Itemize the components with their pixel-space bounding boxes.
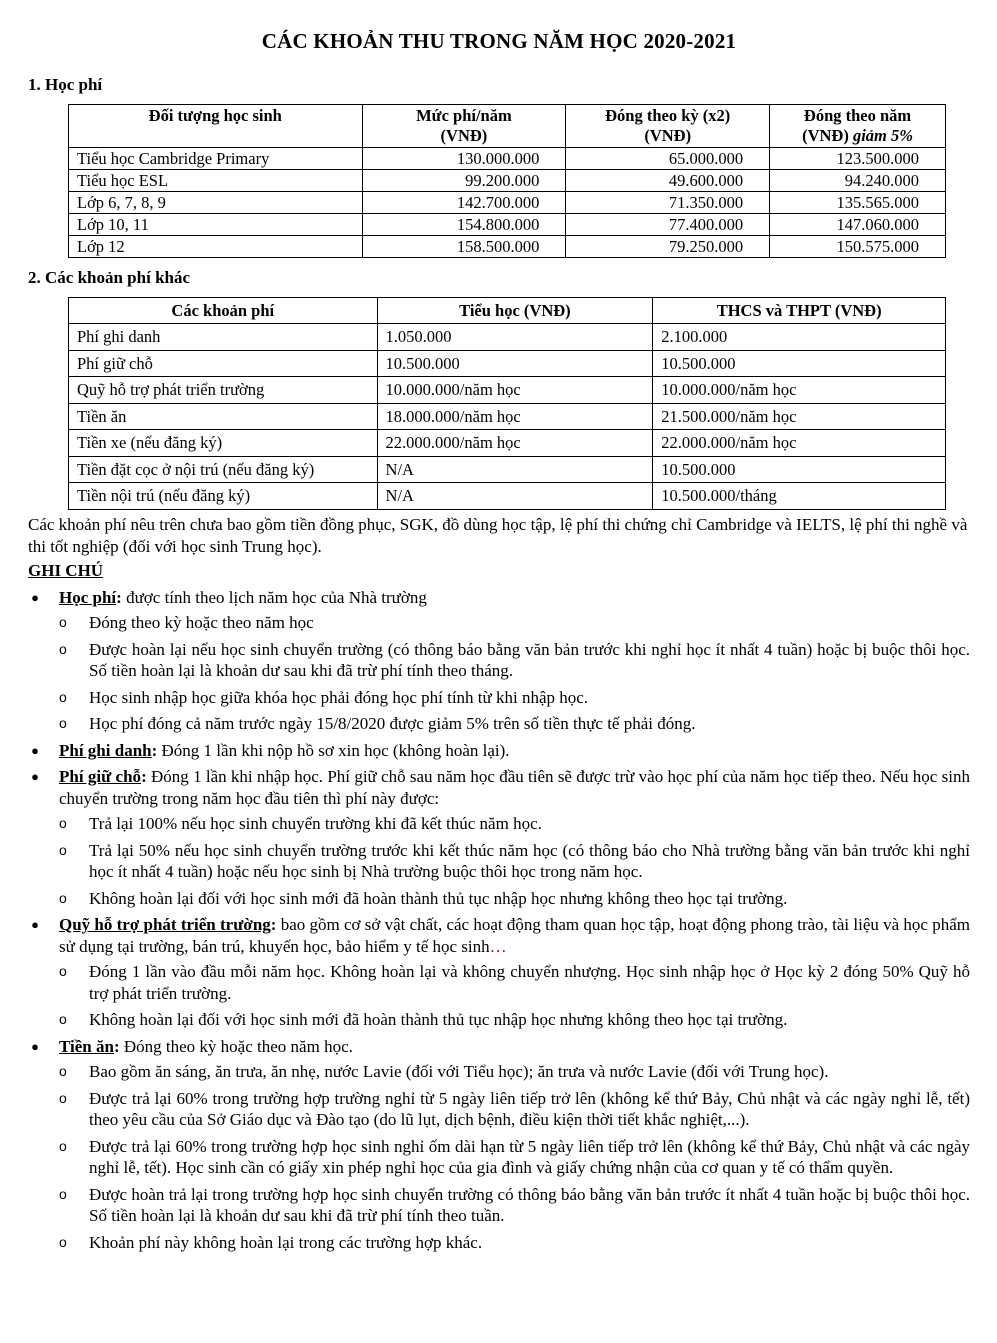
circle-bullet-icon: o [59, 963, 67, 979]
per-term-cell: 79.250.000 [566, 236, 770, 258]
note-colon: : [113, 1036, 120, 1056]
sub-item [59, 813, 970, 835]
note-colon: : [151, 740, 158, 760]
primary-fee-cell: 10.500.000 [377, 350, 653, 377]
circle-bullet-icon: o [59, 614, 67, 630]
student-type-cell: Lớp 12 [69, 236, 363, 258]
header-text: Đối tượng học sinh [148, 106, 282, 125]
sub-item [59, 639, 970, 682]
header-annual-fee [362, 105, 566, 148]
note-label: Phí ghi danh [59, 740, 152, 760]
page-title: CÁC KHOẢN THU TRONG NĂM HỌC 2020-2021 [261, 29, 737, 53]
secondary-fee-cell: 10.000.000/năm học [653, 377, 946, 404]
circle-bullet-icon: o [59, 1089, 67, 1106]
header-text: (VNĐ) [802, 126, 853, 145]
bullet-icon: ● [31, 742, 39, 758]
per-term-cell: 65.000.000 [566, 148, 770, 170]
per-year-discount-cell: 150.575.000 [770, 236, 946, 258]
sub-item [59, 1061, 970, 1083]
sub-item-text: Trả lại 100% nếu học sinh chuyển trường khi đã kết thúc năm học. [89, 814, 542, 833]
circle-bullet-icon: o [59, 1185, 67, 1202]
note-item [28, 766, 970, 909]
header-discount-text: giảm 5% [852, 126, 914, 145]
sub-item-text: Được hoàn lại nếu học sinh chuyển trường (có thông báo bằng văn bản trước khi nghỉ học ít nhất 4 tuần) hoặc bị buộc thôi học. Số tiền hoàn lại là khoản dư sau khi đã trừ phí tính theo tháng. [89, 639, 970, 680]
header-primary: Tiểu học (VNĐ) [377, 298, 653, 324]
table-row [69, 430, 946, 457]
table-row [69, 377, 946, 404]
note-item [28, 740, 970, 762]
table-row [69, 483, 946, 510]
sub-item-text: Trả lại 50% nếu học sinh chuyển trường trước khi kết thúc năm học (có thông báo cho Nhà trường bằng văn bản trước khi nghỉ học ít nhất 4 tuần) hoặc nếu học sinh bị Nhà trường buộc thôi học trong năm học. [89, 840, 970, 881]
sub-list [59, 1061, 970, 1253]
sub-item [59, 1088, 970, 1131]
section-tuition-heading: 1. Học phí [28, 75, 103, 94]
sub-item-text: Đóng 1 lần vào đầu mỗi năm học. Không hoàn lại và không chuyển nhượng. Học sinh nhập học ở Học kỳ 2 đóng 50% Quỹ hỗ trợ phát triển trường. [89, 962, 970, 1003]
per-year-discount-cell: 135.565.000 [770, 192, 946, 214]
primary-fee-cell: N/A [377, 483, 653, 510]
secondary-fee-cell: 10.500.000/tháng [653, 483, 946, 510]
annual-fee-cell: 130.000.000 [362, 148, 566, 170]
per-term-cell: 71.350.000 [566, 192, 770, 214]
sub-item [59, 1184, 970, 1227]
primary-fee-cell: N/A [377, 456, 653, 483]
table-row [69, 324, 946, 351]
note-colon: : [141, 767, 147, 786]
circle-bullet-icon: o [59, 1233, 67, 1250]
notes-heading: GHI CHÚ [28, 560, 104, 580]
annual-fee-cell: 158.500.000 [362, 236, 566, 258]
sub-item [59, 1009, 970, 1031]
per-term-cell: 49.600.000 [566, 170, 770, 192]
fee-item-cell: Tiền đặt cọc ở nội trú (nếu đăng ký) [69, 456, 378, 483]
annual-fee-cell: 154.800.000 [362, 214, 566, 236]
circle-bullet-icon: o [59, 815, 67, 831]
sub-item [59, 687, 970, 709]
primary-fee-cell: 18.000.000/năm học [377, 403, 653, 430]
note-item [28, 587, 970, 735]
student-type-cell: Lớp 10, 11 [69, 214, 363, 236]
header-text: Đóng theo năm [803, 106, 912, 125]
per-year-discount-cell: 123.500.000 [770, 148, 946, 170]
table-row [69, 148, 946, 170]
header-text: Đóng theo kỳ (x2) [605, 106, 731, 125]
sub-list [59, 612, 970, 735]
fee-item-cell: Tiền nội trú (nếu đăng ký) [69, 483, 378, 510]
circle-bullet-icon: o [59, 1137, 67, 1154]
other-fees-header [69, 298, 946, 324]
student-type-cell: Tiểu học Cambridge Primary [69, 148, 363, 170]
header-text: (VNĐ) [644, 126, 692, 145]
per-year-discount-cell: 147.060.000 [770, 214, 946, 236]
note-colon: : [270, 915, 277, 934]
table-row [69, 236, 946, 258]
header-text: (VNĐ) [440, 126, 488, 145]
sub-item-text: Được hoàn trả lại trong trường hợp học sinh chuyển trường có thông báo bằng văn bản trước ít nhất 4 tuần hoặc bị buộc thôi học. Số tiền hoàn lại là khoản dư sau khi đã trừ phí tính theo tuần. [89, 1184, 970, 1225]
sub-item [59, 1136, 970, 1179]
table-row [69, 456, 946, 483]
fee-item-cell: Quỹ hỗ trợ phát triển trường [69, 377, 378, 404]
sub-item-text: Được trả lại 60% trong trường hợp học sinh nghỉ ốm dài hạn từ 5 ngày liên tiếp trở lên (không kể thứ Bảy, Chủ nhật và các ngày nghỉ lễ, tết). Học sinh cần có giấy xin phép nghỉ học của gia đình và giấy chứng nhận của cơ quan y tế có thẩm quyền. [89, 1136, 970, 1177]
circle-bullet-icon: o [59, 1011, 67, 1027]
sub-item [59, 713, 970, 735]
note-item [28, 1036, 970, 1254]
note-label: Quỹ hỗ trợ phát triển trường [59, 915, 271, 934]
secondary-fee-cell: 21.500.000/năm học [653, 403, 946, 430]
header-secondary: THCS và THPT (VNĐ) [653, 298, 946, 324]
sub-item-text: Học phí đóng cả năm trước ngày 15/8/2020 được giảm 5% trên số tiền thực tế phải đóng. [89, 714, 696, 733]
primary-fee-cell: 22.000.000/năm học [377, 430, 653, 457]
bullet-icon: ● [31, 769, 39, 784]
tuition-table-header [69, 105, 946, 148]
sub-item-text: Khoản phí này không hoàn lại trong các trường hợp khác. [89, 1232, 483, 1252]
sub-item-text: Đóng theo kỳ hoặc theo năm học [89, 613, 314, 632]
fee-item-cell: Phí giữ chỗ [69, 350, 378, 377]
sub-item [59, 840, 970, 883]
sub-item [59, 612, 970, 634]
per-term-cell: 77.400.000 [566, 214, 770, 236]
tuition-table [68, 104, 946, 258]
primary-fee-cell: 10.000.000/năm học [377, 377, 653, 404]
secondary-fee-cell: 10.500.000 [653, 456, 946, 483]
section-other-fees-heading: 2. Các khoản phí khác [28, 268, 191, 287]
header-student-type [69, 105, 363, 148]
note-label: Phí giữ chỗ [59, 767, 142, 786]
sub-item-text: Không hoàn lại đối với học sinh mới đã hoàn thành thủ tục nhập học nhưng không theo học tại trường. [89, 888, 788, 908]
bullet-icon: ● [31, 589, 39, 605]
circle-bullet-icon: o [59, 889, 67, 906]
circle-bullet-icon: o [59, 715, 67, 731]
bullet-icon: ● [31, 917, 39, 932]
table-row [69, 214, 946, 236]
fee-item-cell: Phí ghi danh [69, 324, 378, 351]
sub-list [59, 813, 970, 909]
note-ellipsis: … [489, 936, 507, 956]
secondary-fee-cell: 2.100.000 [653, 324, 946, 351]
sub-item-text: Được trả lại 60% trong trường hợp trường nghỉ từ 5 ngày liên tiếp trở lên (không kể thứ Bảy, Chủ nhật và các ngày nghỉ lễ, tết) theo yêu cầu của Sở Giáo dục và Đào tạo (do lũ lụt, dịch bệnh, điều kiện thời tiết khắc nghiệt,...). [89, 1088, 970, 1129]
sub-item [59, 961, 970, 1004]
circle-bullet-icon: o [59, 640, 67, 657]
note-text: Đóng 1 lần khi nộp hồ sơ xin học (không hoàn lại). [157, 740, 510, 760]
annual-fee-cell: 99.200.000 [362, 170, 566, 192]
per-year-discount-cell: 94.240.000 [770, 170, 946, 192]
primary-fee-cell: 1.050.000 [377, 324, 653, 351]
note-text: bao gồm cơ sở vật chất, các hoạt động tham quan học tập, hoạt động phong trào, tài liệu và học phẩm sử dụng tại trường, bán trú, khuyến học, bảo hiểm y tế học sinh [59, 915, 970, 956]
header-text: Mức phí/năm [416, 106, 512, 125]
student-type-cell: Lớp 6, 7, 8, 9 [69, 192, 363, 214]
header-fee-item: Các khoản phí [69, 298, 378, 324]
sub-item-text: Học sinh nhập học giữa khóa học phải đóng học phí tính từ khi nhập học. [89, 687, 589, 707]
note-text: Đóng 1 lần khi nhập học. Phí giữ chỗ sau năm học đầu tiên sẽ được trừ vào học phí của năm học tiếp theo. Nếu học sinh chuyển trường trong năm học đầu tiên thì phí này được: [59, 767, 970, 808]
sub-item [59, 888, 970, 910]
student-type-cell: Tiểu học ESL [69, 170, 363, 192]
table-row [69, 170, 946, 192]
note-label: Tiền ăn [59, 1036, 114, 1056]
annual-fee-cell: 142.700.000 [362, 192, 566, 214]
sub-list [59, 961, 970, 1031]
header-per-term [566, 105, 770, 148]
circle-bullet-icon: o [59, 688, 67, 705]
notes-list [28, 587, 970, 1254]
header-per-year [770, 105, 946, 148]
table-row [69, 403, 946, 430]
note-label: Học phí [59, 587, 117, 607]
note-item [28, 914, 970, 1031]
bullet-icon: ● [31, 1038, 39, 1054]
sub-item-text: Không hoàn lại đối với học sinh mới đã hoàn thành thủ tục nhập học nhưng không theo học tại trường. [89, 1010, 788, 1029]
table-row [69, 192, 946, 214]
fees-exclusion-note: Các khoản phí nêu trên chưa bao gồm tiền đồng phục, SGK, đồ dùng học tập, lệ phí thi chứng chỉ Cambridge và IELTS, lệ phí thi nghề và thi tốt nghiệp (đối với học sinh Trung học). [28, 514, 968, 556]
secondary-fee-cell: 10.500.000 [653, 350, 946, 377]
circle-bullet-icon: o [59, 1063, 67, 1079]
sub-item-text: Bao gồm ăn sáng, ăn trưa, ăn nhẹ, nước Lavie (đối với Tiểu học); ăn trưa và nước Lavie (đối với Trung học). [89, 1062, 829, 1081]
other-fees-table [68, 297, 946, 510]
sub-item [59, 1232, 970, 1254]
note-text: Đóng theo kỳ hoặc theo năm học. [119, 1036, 353, 1056]
circle-bullet-icon: o [59, 841, 67, 858]
secondary-fee-cell: 22.000.000/năm học [653, 430, 946, 457]
note-colon: : [116, 587, 122, 607]
table-row [69, 350, 946, 377]
fee-item-cell: Tiền ăn [69, 403, 378, 430]
fee-item-cell: Tiền xe (nếu đăng ký) [69, 430, 378, 457]
note-text: được tính theo lịch năm học của Nhà trường [121, 587, 427, 607]
